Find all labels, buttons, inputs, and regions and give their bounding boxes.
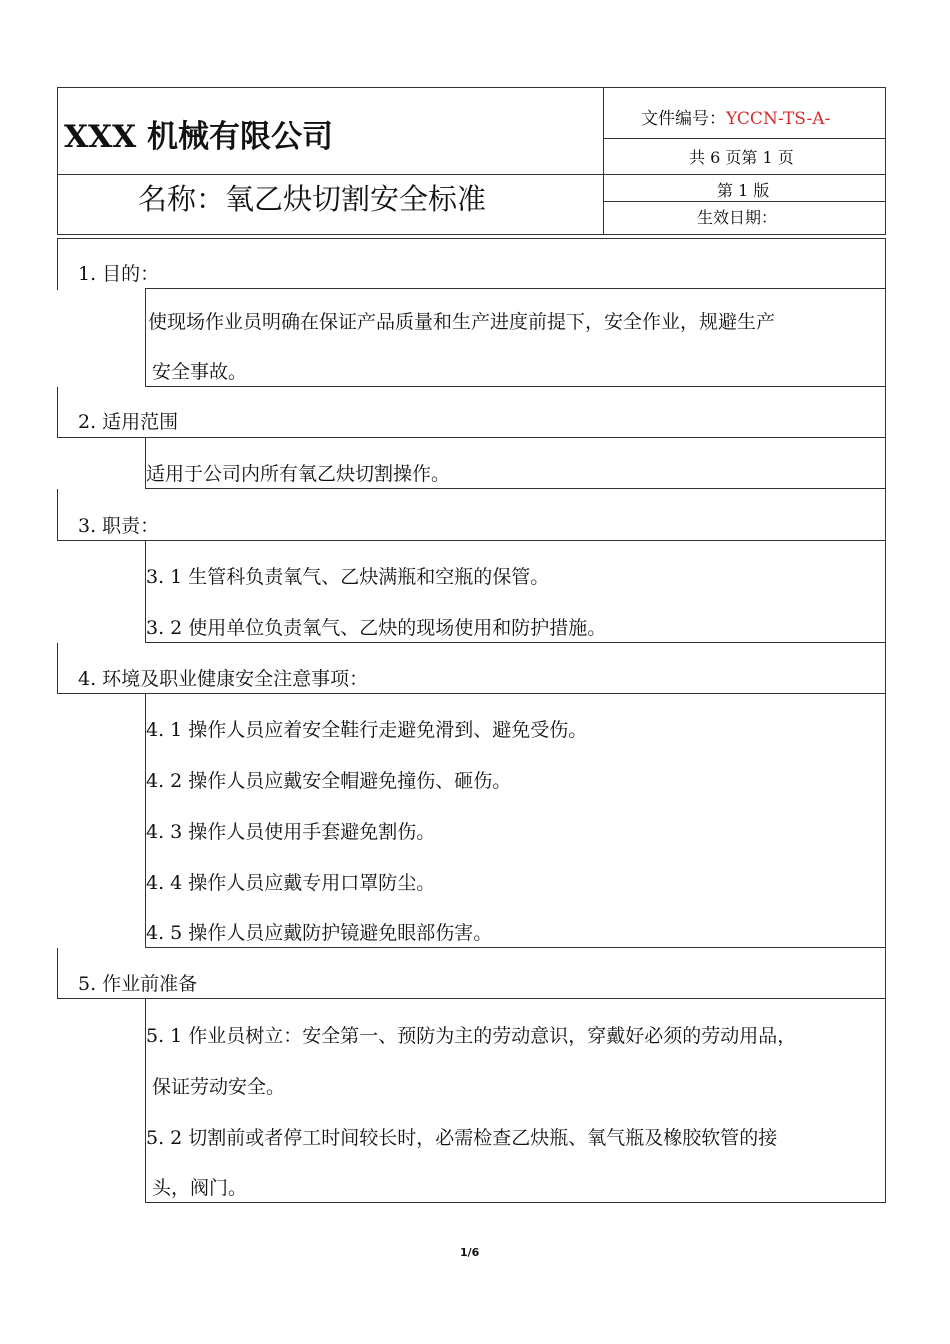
page-info: 共 6 页第 1 页 — [689, 148, 794, 167]
section-5-line-3: 5. 2 切割前或者停工时间较长时，必需检查乙炔瓶、氧气瓶及橡胶软管的接 — [146, 1127, 778, 1149]
section-5-line-2: 保证劳动安全。 — [152, 1076, 286, 1098]
section-1-line-2: 安全事故。 — [152, 361, 248, 383]
page-title: 名称：氧乙炔切割安全标准 — [138, 182, 487, 216]
header-right-divider-2 — [603, 201, 886, 202]
company-name: XXX 机械有限公司 — [64, 119, 333, 155]
doc-number-label: 文件编号： — [641, 109, 726, 129]
section-2-line-1: 适用于公司内所有氧乙炔切割操作。 — [146, 463, 451, 485]
header-divider — [603, 87, 604, 235]
section-1-line-1: 使现场作业员明确在保证产品质量和生产进度前提下，安全作业，规避生产 — [148, 311, 776, 333]
section-5-line-1: 5. 1 作业员树立：安全第一、预防为主的劳动意识，穿戴好必须的劳动用品， — [146, 1025, 797, 1047]
section-1-heading: 1. 目的： — [78, 263, 160, 285]
section-3-heading-row — [57, 489, 886, 541]
doc-number — [641, 104, 830, 129]
section-3-line-1: 3. 1 生管科负责氧气、乙炔满瓶和空瓶的保管。 — [146, 566, 550, 588]
effective-date-label: 生效日期： — [697, 208, 778, 227]
section-1-content — [145, 288, 886, 387]
section-4-line-1: 4. 1 操作人员应着安全鞋行走避免滑到、避免受伤。 — [146, 719, 588, 741]
section-5-heading: 5. 作业前准备 — [78, 973, 198, 995]
section-2-heading: 2. 适用范围 — [78, 411, 179, 433]
section-5-line-4: 头，阀门。 — [152, 1177, 248, 1199]
section-4-heading: 4. 环境及职业健康安全注意事项： — [78, 668, 369, 690]
section-3-heading: 3. 职责： — [78, 515, 160, 537]
header-row-divider — [57, 174, 886, 175]
page-number: 1/6 — [460, 1246, 480, 1259]
section-4-line-5: 4. 5 操作人员应戴防护镜避免眼部伤害。 — [146, 922, 493, 944]
doc-number-value: YCCN-TS-A- — [726, 109, 831, 129]
section-4-line-4: 4. 4 操作人员应戴专用口罩防尘。 — [146, 872, 436, 894]
section-3-line-2: 3. 2 使用单位负责氧气、乙炔的现场使用和防护措施。 — [146, 617, 607, 639]
section-4-line-2: 4. 2 操作人员应戴安全帽避免撞伤、砸伤。 — [146, 770, 512, 792]
header-right-divider-1 — [603, 138, 886, 139]
body-frame — [57, 238, 886, 290]
version: 第 1 版 — [717, 181, 770, 200]
section-4-line-3: 4. 3 操作人员使用手套避免割伤。 — [146, 821, 436, 843]
section-2-heading-row — [57, 387, 886, 438]
